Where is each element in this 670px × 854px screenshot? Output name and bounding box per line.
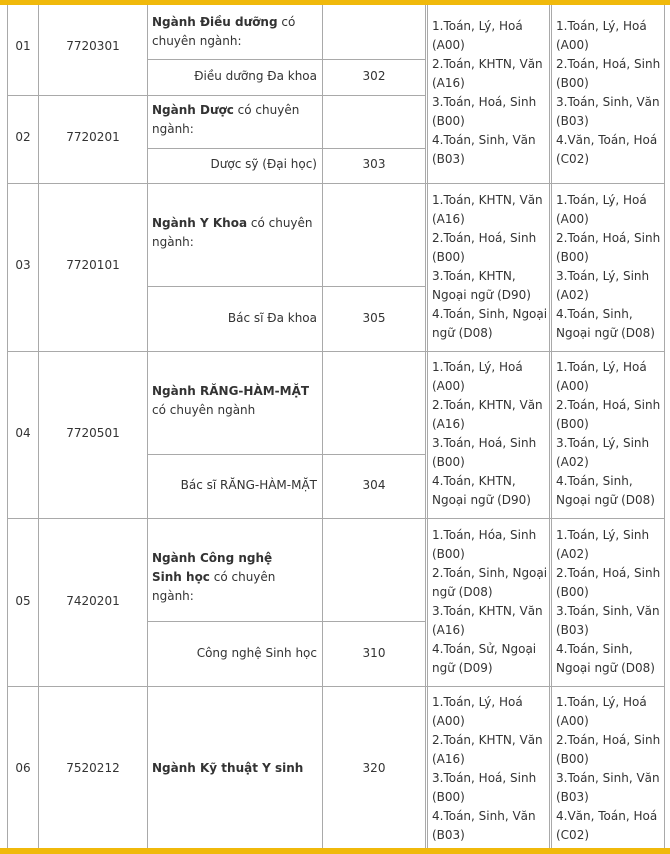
major-name-bold: Ngành Y Khoa bbox=[152, 216, 248, 230]
combination-line: 1.Toán, Lý, Hoá bbox=[556, 19, 647, 33]
major-name-bold: Ngành Kỹ thuật Y sinh bbox=[152, 761, 304, 775]
combination-list-1 bbox=[428, 191, 549, 343]
combination-line: (A00) bbox=[432, 379, 465, 393]
row-number: 06 bbox=[15, 761, 31, 775]
major-name-rest: có chuyên ngành: bbox=[152, 103, 300, 136]
combination-line: (A16) bbox=[432, 76, 465, 90]
combination-line: 3.Toán, Hoá, Sinh bbox=[432, 95, 537, 109]
grid-line bbox=[7, 351, 665, 352]
combination-list-1 bbox=[428, 17, 549, 169]
major-name-rest: có chuyên ngành bbox=[152, 403, 256, 417]
combination-line: (B03) bbox=[556, 790, 589, 804]
major-name-bold: Ngành Công nghệ Sinh học bbox=[152, 551, 273, 584]
major-code: 7720101 bbox=[66, 258, 120, 272]
combination-line: 3.Toán, Sinh, Văn bbox=[556, 95, 660, 109]
combination-line: 2.Toán, Hoá, Sinh bbox=[556, 231, 661, 245]
combination-list-2 bbox=[552, 358, 664, 510]
combination-line: 4.Toán, Sử, Ngoại bbox=[432, 642, 537, 656]
major-name-bold: Ngành Dược bbox=[152, 103, 234, 117]
table-top-border bbox=[0, 0, 670, 5]
combination-line: 2.Toán, Hoá, Sinh bbox=[432, 231, 537, 245]
combination-line: Ngoại ngữ (D08) bbox=[556, 661, 655, 675]
combination-line: (C02) bbox=[556, 828, 590, 842]
combination-line: (A00) bbox=[556, 212, 589, 226]
combination-line: (A02) bbox=[556, 547, 589, 561]
combination-line: (B00) bbox=[556, 250, 589, 264]
combination-line: (B00) bbox=[556, 752, 589, 766]
combination-line: 2.Toán, Sinh, Ngoại bbox=[432, 566, 548, 580]
combination-line: (A16) bbox=[432, 752, 465, 766]
combination-line: Ngoại ngữ (D90) bbox=[432, 288, 531, 302]
combination-line: ngữ (D08) bbox=[432, 326, 493, 340]
grid-line bbox=[147, 454, 426, 455]
combination-line: 2.Toán, KHTN, Văn bbox=[432, 398, 543, 412]
combination-line: 3.Toán, KHTN, Văn bbox=[432, 604, 543, 618]
combination-line: Ngoại ngữ (D90) bbox=[432, 493, 531, 507]
combination-line: (A00) bbox=[556, 38, 589, 52]
combination-list-1 bbox=[428, 693, 549, 845]
combination-line: 2.Toán, Hoá, Sinh bbox=[556, 398, 661, 412]
combination-line: 3.Toán, Lý, Sinh bbox=[556, 269, 650, 283]
major-code: 7520212 bbox=[66, 761, 120, 775]
row-number: 01 bbox=[15, 39, 31, 53]
combination-line: (B03) bbox=[556, 623, 589, 637]
combination-line: (B03) bbox=[556, 114, 589, 128]
row-number: 02 bbox=[15, 130, 31, 144]
grid-line bbox=[322, 5, 323, 848]
combination-line: Ngoại ngữ (D08) bbox=[556, 326, 655, 340]
combination-list-2 bbox=[552, 191, 664, 343]
specialty-code: 310 bbox=[362, 646, 386, 660]
major-name bbox=[148, 101, 320, 139]
grid-line bbox=[425, 5, 426, 848]
combination-line: (A00) bbox=[556, 714, 589, 728]
specialty-name: Công nghệ Sinh học bbox=[196, 646, 317, 660]
combination-list-1 bbox=[428, 358, 549, 510]
major-code: 7720501 bbox=[66, 426, 120, 440]
specialty-name: Dược sỹ (Đại học) bbox=[210, 157, 317, 171]
specialty-name: Bác sĩ RĂNG-HÀM-MẶT bbox=[180, 478, 317, 492]
combination-line: (A00) bbox=[556, 379, 589, 393]
combination-line: (A00) bbox=[432, 714, 465, 728]
combination-line: (B00) bbox=[432, 547, 465, 561]
combination-line: (C02) bbox=[556, 152, 590, 166]
combination-line: 3.Toán, KHTN, bbox=[432, 269, 516, 283]
combination-list-2 bbox=[552, 526, 664, 678]
combination-line: (B03) bbox=[432, 152, 465, 166]
combination-line: 4.Toán, Sinh, Văn bbox=[432, 133, 536, 147]
combination-line: 2.Toán, KHTN, Văn bbox=[432, 733, 543, 747]
combination-line: ngữ (D08) bbox=[432, 585, 493, 599]
major-name-rest: có chuyên ngành: bbox=[152, 15, 296, 48]
combination-line: (A16) bbox=[432, 417, 465, 431]
combination-line: (A02) bbox=[556, 455, 589, 469]
combination-line: (B00) bbox=[556, 76, 589, 90]
major-name bbox=[148, 382, 320, 420]
specialty-code: 302 bbox=[362, 69, 386, 83]
combination-line: 2.Toán, Hoá, Sinh bbox=[556, 566, 661, 580]
specialty-code: 304 bbox=[362, 478, 386, 492]
major-name-rest: có chuyên ngành: bbox=[152, 570, 276, 603]
major-name bbox=[148, 549, 298, 606]
combination-line: (B00) bbox=[556, 417, 589, 431]
combination-line: 1.Toán, Hóa, Sinh bbox=[432, 528, 537, 542]
combination-line: 1.Toán, Lý, Hoá bbox=[556, 193, 647, 207]
combination-line: (A16) bbox=[432, 623, 465, 637]
combination-line: (B00) bbox=[556, 585, 589, 599]
specialty-name: Điều dưỡng Đa khoa bbox=[194, 69, 317, 83]
grid-line bbox=[7, 518, 665, 519]
combination-line: 1.Toán, Lý, Hoá bbox=[432, 360, 523, 374]
major-name bbox=[148, 214, 320, 252]
specialty-code: 303 bbox=[362, 157, 386, 171]
combination-line: 4.Toán, Sinh, bbox=[556, 307, 633, 321]
combination-line: 4.Văn, Toán, Hoá bbox=[556, 809, 658, 823]
combination-line: 1.Toán, Lý, Hoá bbox=[556, 695, 647, 709]
grid-line bbox=[664, 5, 665, 848]
specialty-name: Bác sĩ Đa khoa bbox=[227, 311, 317, 325]
combination-line: (B00) bbox=[432, 790, 465, 804]
combination-line: (B03) bbox=[432, 828, 465, 842]
combination-line: 3.Toán, Lý, Sinh bbox=[556, 436, 650, 450]
combination-list-1 bbox=[428, 526, 549, 678]
combination-line: (B00) bbox=[432, 250, 465, 264]
combination-line: 3.Toán, Hoá, Sinh bbox=[432, 436, 537, 450]
combination-line: 2.Toán, KHTN, Văn bbox=[432, 57, 543, 71]
combination-line: 4.Toán, Sinh, Ngoại bbox=[432, 307, 548, 321]
combination-line: (A16) bbox=[432, 212, 465, 226]
row-number: 03 bbox=[15, 258, 31, 272]
grid-line bbox=[549, 5, 550, 848]
row-number: 04 bbox=[15, 426, 31, 440]
grid-line bbox=[7, 183, 665, 184]
specialty-code: 320 bbox=[362, 761, 386, 775]
table-bottom-border bbox=[0, 848, 670, 854]
combination-line: ngữ (D09) bbox=[432, 661, 493, 675]
combination-line: 4.Toán, KHTN, bbox=[432, 474, 516, 488]
combination-line: 4.Toán, Sinh, bbox=[556, 642, 633, 656]
grid-line bbox=[147, 621, 426, 622]
combination-line: 4.Văn, Toán, Hoá bbox=[556, 133, 658, 147]
major-code: 7420201 bbox=[66, 594, 120, 608]
combination-line: 4.Toán, Sinh, bbox=[556, 474, 633, 488]
combination-line: 1.Toán, KHTN, Văn bbox=[432, 193, 543, 207]
combination-list-2 bbox=[552, 693, 664, 845]
combination-line: (A00) bbox=[432, 38, 465, 52]
combination-line: 1.Toán, Lý, Sinh bbox=[556, 528, 650, 542]
grid-line bbox=[7, 686, 665, 687]
combination-line: 2.Toán, Hoá, Sinh bbox=[556, 733, 661, 747]
grid-line bbox=[7, 95, 426, 96]
grid-line bbox=[147, 59, 426, 60]
combination-line: 1.Toán, Lý, Hoá bbox=[432, 695, 523, 709]
combination-line: 3.Toán, Sinh, Văn bbox=[556, 771, 660, 785]
major-name-bold: Ngành Điều dưỡng bbox=[152, 15, 278, 29]
combination-line: 1.Toán, Lý, Hoá bbox=[432, 19, 523, 33]
combination-line: (A02) bbox=[556, 288, 589, 302]
major-code: 7720301 bbox=[66, 39, 120, 53]
major-name bbox=[148, 13, 320, 51]
combination-line: 2.Toán, Hoá, Sinh bbox=[556, 57, 661, 71]
combination-line: 1.Toán, Lý, Hoá bbox=[556, 360, 647, 374]
specialty-code: 305 bbox=[362, 311, 386, 325]
combination-line: (B00) bbox=[432, 114, 465, 128]
combination-line: 4.Toán, Sinh, Văn bbox=[432, 809, 536, 823]
combination-line: Ngoại ngữ (D08) bbox=[556, 493, 655, 507]
combination-line: (B00) bbox=[432, 455, 465, 469]
row-number: 05 bbox=[15, 594, 31, 608]
grid-line bbox=[147, 148, 426, 149]
major-name-bold: Ngành RĂNG-HÀM-MẶT bbox=[152, 384, 310, 398]
combination-line: 3.Toán, Hoá, Sinh bbox=[432, 771, 537, 785]
combination-list-2 bbox=[552, 17, 664, 169]
combination-line: 3.Toán, Sinh, Văn bbox=[556, 604, 660, 618]
major-name-rest: có chuyên ngành: bbox=[152, 216, 313, 249]
grid-line bbox=[147, 286, 426, 287]
major-name bbox=[148, 759, 320, 778]
major-code: 7720201 bbox=[66, 130, 120, 144]
